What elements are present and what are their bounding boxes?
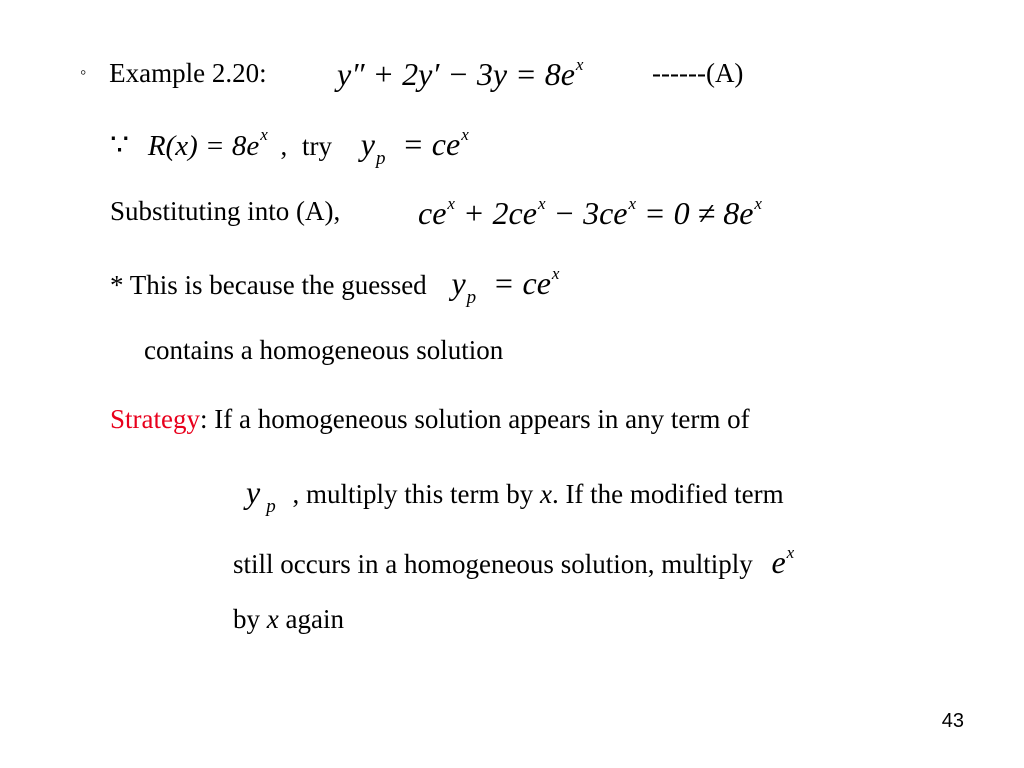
note-line (110, 264, 560, 308)
note-line-2: contains a homogeneous solution (144, 335, 504, 365)
strategy-line-3-text: still occurs in a homogeneous solution, multiply (233, 549, 753, 579)
strategy-line-4-x: x (266, 604, 279, 634)
strategy-yp-symbol: y (246, 474, 261, 510)
term-3-exp: x (628, 194, 637, 213)
strategy-line-4-a: by (233, 604, 267, 634)
strategy-line-2-a: , multiply this term by (292, 479, 540, 509)
example-label: Example 2.20: (109, 58, 267, 88)
strategy-label: Strategy (110, 404, 200, 434)
yp-rhs-exp: x (461, 125, 469, 144)
because-symbol: ∵ (110, 129, 130, 162)
strategy-line-4 (233, 606, 344, 633)
strategy-line (110, 406, 750, 433)
substituting-text: Substituting into (A), (110, 196, 341, 226)
term-1: ce (418, 195, 447, 231)
term-2-exp: x (537, 194, 546, 213)
note-yp-subscript: p (466, 287, 477, 308)
note-yp-rhs-exp: x (551, 264, 560, 283)
equation-a-exp: x (575, 55, 584, 74)
term-4-exp: x (754, 194, 762, 213)
equation-a (337, 55, 584, 92)
yp-symbol: y (360, 126, 375, 162)
because-line (110, 125, 469, 169)
comma: , (280, 131, 288, 161)
substituting-line (110, 198, 340, 225)
bullet-icon: ◦ (80, 62, 87, 82)
strategy-line-2 (246, 474, 784, 517)
strategy-line-3 (233, 543, 795, 580)
strategy-e-exp: x (786, 543, 795, 562)
term-2: + 2ce (462, 195, 537, 231)
note-yp-rhs: = ce (492, 265, 551, 301)
note-yp-symbol: y (451, 265, 466, 301)
strategy-line-4-b: again (278, 604, 344, 634)
term-3: − 3ce (553, 195, 628, 231)
try-word: try (301, 131, 332, 161)
strategy-e: e (771, 544, 786, 580)
strategy-text: : If a homogeneous solution appears in any term of (199, 404, 750, 434)
strategy-x: x (539, 479, 552, 509)
equation-a-lhs: y″ + 2y′ − 3y = 8e (337, 56, 575, 92)
term-4: = 0 ≠ 8e (644, 195, 754, 231)
example-line (80, 60, 267, 87)
equation-a-tag: ------(A) (652, 58, 744, 88)
yp-rhs: = ce (402, 126, 461, 162)
note-text: * This is because the guessed (110, 270, 427, 300)
r-of-x: R(x) = 8e (147, 130, 260, 162)
r-exp: x (260, 125, 268, 144)
strategy-line-2-b: . If the modified term (551, 479, 784, 509)
term-1-exp: x (447, 194, 455, 213)
yp-subscript: p (375, 148, 386, 169)
page-number: 43 (941, 710, 964, 732)
substitution-equation (418, 194, 762, 231)
strategy-yp-subscript: p (266, 496, 276, 517)
